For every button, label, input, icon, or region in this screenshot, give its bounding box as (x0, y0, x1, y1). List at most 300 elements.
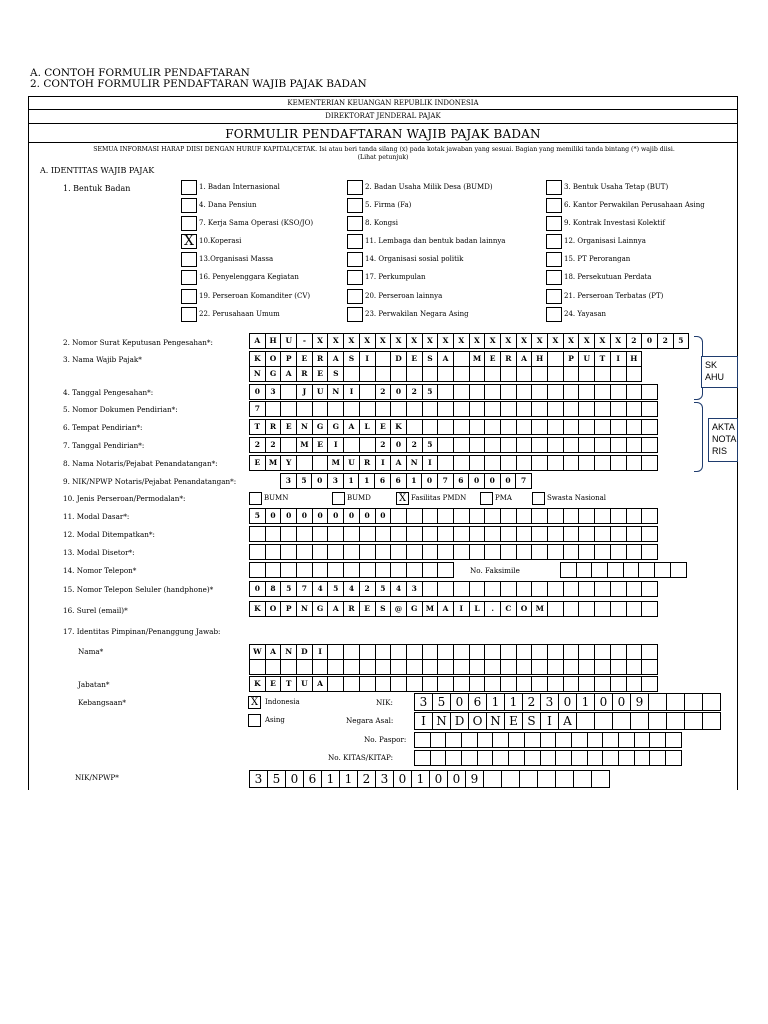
char-cell[interactable]: X (390, 333, 407, 349)
char-cell[interactable] (390, 644, 407, 660)
char-cell[interactable]: 2 (359, 581, 376, 597)
char-cell[interactable] (578, 366, 595, 382)
bentuk-checkbox-15[interactable] (546, 252, 562, 267)
char-cell[interactable] (343, 437, 360, 453)
char-cell[interactable] (626, 508, 643, 524)
char-cell[interactable] (531, 676, 548, 692)
char-cell[interactable]: C (500, 601, 517, 617)
char-cell[interactable] (296, 401, 313, 417)
char-cell[interactable]: X (375, 333, 392, 349)
char-cell[interactable] (626, 526, 643, 542)
char-cell[interactable] (626, 455, 643, 471)
char-cell[interactable] (578, 644, 595, 660)
char-cell[interactable] (437, 544, 454, 560)
char-cell[interactable]: O (516, 601, 533, 617)
char-cell[interactable] (437, 401, 454, 417)
char-cell[interactable]: A (437, 351, 454, 367)
char-cell[interactable]: U (343, 455, 360, 471)
char-cell[interactable] (563, 581, 580, 597)
char-cell[interactable] (547, 526, 564, 542)
char-cell[interactable]: 2 (406, 384, 423, 400)
char-cell[interactable]: 4 (343, 581, 360, 597)
char-cell[interactable]: S (343, 351, 360, 367)
negara-asal-field[interactable] (414, 712, 721, 730)
char-cell[interactable] (641, 676, 658, 692)
char-cell[interactable]: A (516, 351, 533, 367)
char-cell[interactable]: X (422, 333, 439, 349)
char-cell[interactable] (540, 732, 557, 748)
char-cell[interactable] (406, 401, 423, 417)
char-cell[interactable] (618, 732, 635, 748)
char-cell[interactable]: 3 (249, 770, 268, 788)
bentuk-checkbox-7[interactable] (181, 216, 197, 231)
char-cell[interactable] (500, 581, 517, 597)
char-cell[interactable]: K (249, 351, 266, 367)
char-cell[interactable] (500, 455, 517, 471)
char-cell[interactable] (469, 419, 486, 435)
char-cell[interactable]: N (296, 419, 313, 435)
char-cell[interactable]: 3 (327, 473, 344, 489)
char-cell[interactable] (563, 366, 580, 382)
char-cell[interactable]: A (312, 676, 329, 692)
bentuk-checkbox-22[interactable] (181, 307, 197, 322)
char-cell[interactable] (531, 419, 548, 435)
char-cell[interactable] (563, 676, 580, 692)
char-cell[interactable]: X (312, 333, 329, 349)
kebangsaan-asing-checkbox[interactable] (248, 714, 261, 727)
char-cell[interactable] (665, 750, 682, 766)
char-cell[interactable] (343, 526, 360, 542)
nama-wp-field-line1[interactable] (249, 351, 642, 367)
char-cell[interactable]: 7 (515, 473, 532, 489)
bentuk-checkbox-4[interactable] (181, 198, 197, 213)
char-cell[interactable] (587, 750, 604, 766)
char-cell[interactable]: 1 (504, 693, 523, 711)
char-cell[interactable]: 1 (358, 473, 375, 489)
char-cell[interactable]: I (414, 712, 433, 730)
char-cell[interactable]: R (500, 351, 517, 367)
char-cell[interactable] (312, 526, 329, 542)
char-cell[interactable] (437, 581, 454, 597)
char-cell[interactable] (634, 750, 651, 766)
char-cell[interactable] (359, 644, 376, 660)
char-cell[interactable] (469, 455, 486, 471)
char-cell[interactable] (516, 659, 533, 675)
char-cell[interactable]: G (406, 601, 423, 617)
char-cell[interactable] (531, 644, 548, 660)
char-cell[interactable]: 0 (484, 473, 501, 489)
char-cell[interactable]: X (343, 333, 360, 349)
char-cell[interactable]: A (437, 601, 454, 617)
char-cell[interactable] (327, 676, 344, 692)
char-cell[interactable] (469, 366, 486, 382)
char-cell[interactable] (531, 544, 548, 560)
char-cell[interactable]: 6 (303, 770, 322, 788)
char-cell[interactable] (610, 419, 627, 435)
char-cell[interactable]: 0 (393, 770, 412, 788)
char-cell[interactable]: 1 (321, 770, 340, 788)
char-cell[interactable]: 0 (343, 508, 360, 524)
char-cell[interactable]: 1 (406, 473, 423, 489)
char-cell[interactable] (626, 419, 643, 435)
sk-number-field[interactable] (249, 333, 689, 349)
char-cell[interactable] (484, 676, 501, 692)
bentuk-checkbox-2[interactable] (347, 180, 363, 195)
char-cell[interactable] (563, 419, 580, 435)
char-cell[interactable] (500, 366, 517, 382)
char-cell[interactable]: 5 (327, 581, 344, 597)
char-cell[interactable]: 0 (594, 693, 613, 711)
char-cell[interactable] (571, 750, 588, 766)
char-cell[interactable]: 0 (558, 693, 577, 711)
char-cell[interactable]: T (280, 676, 297, 692)
char-cell[interactable] (578, 455, 595, 471)
char-cell[interactable] (618, 750, 635, 766)
char-cell[interactable] (524, 750, 541, 766)
char-cell[interactable]: X (359, 333, 376, 349)
char-cell[interactable]: S (327, 366, 344, 382)
char-cell[interactable] (626, 366, 643, 382)
char-cell[interactable]: X (594, 333, 611, 349)
char-cell[interactable] (422, 508, 439, 524)
char-cell[interactable] (555, 750, 572, 766)
char-cell[interactable]: U (296, 676, 313, 692)
char-cell[interactable]: M (296, 437, 313, 453)
char-cell[interactable] (484, 508, 501, 524)
jenis-checkbox-4[interactable] (480, 492, 493, 505)
char-cell[interactable] (453, 366, 470, 382)
char-cell[interactable] (578, 437, 595, 453)
char-cell[interactable]: K (249, 676, 266, 692)
char-cell[interactable] (280, 526, 297, 542)
char-cell[interactable] (265, 544, 282, 560)
char-cell[interactable]: 0 (280, 508, 297, 524)
char-cell[interactable] (484, 659, 501, 675)
char-cell[interactable]: 5 (267, 770, 286, 788)
char-cell[interactable]: R (343, 601, 360, 617)
char-cell[interactable]: X (610, 333, 627, 349)
char-cell[interactable] (437, 366, 454, 382)
char-cell[interactable] (453, 384, 470, 400)
char-cell[interactable] (484, 644, 501, 660)
char-cell[interactable] (477, 750, 494, 766)
char-cell[interactable] (296, 455, 313, 471)
char-cell[interactable] (453, 659, 470, 675)
bentuk-checkbox-12[interactable] (546, 234, 562, 249)
char-cell[interactable]: X (531, 333, 548, 349)
char-cell[interactable] (626, 601, 643, 617)
char-cell[interactable] (578, 544, 595, 560)
char-cell[interactable] (375, 562, 392, 578)
char-cell[interactable]: 2 (406, 437, 423, 453)
char-cell[interactable]: O (265, 351, 282, 367)
char-cell[interactable]: 0 (429, 770, 448, 788)
char-cell[interactable]: 5 (432, 693, 451, 711)
char-cell[interactable] (343, 676, 360, 692)
char-cell[interactable] (327, 644, 344, 660)
char-cell[interactable] (578, 419, 595, 435)
char-cell[interactable] (610, 601, 627, 617)
char-cell[interactable] (500, 544, 517, 560)
tempat-pendirian-field[interactable] (249, 419, 658, 435)
char-cell[interactable] (469, 437, 486, 453)
char-cell[interactable] (484, 455, 501, 471)
char-cell[interactable]: 0 (249, 581, 266, 597)
char-cell[interactable] (375, 659, 392, 675)
jenis-checkbox-2[interactable] (332, 492, 345, 505)
char-cell[interactable]: E (504, 712, 523, 730)
char-cell[interactable]: @ (390, 601, 407, 617)
char-cell[interactable] (375, 401, 392, 417)
char-cell[interactable] (484, 581, 501, 597)
char-cell[interactable] (626, 676, 643, 692)
char-cell[interactable]: 3 (265, 384, 282, 400)
char-cell[interactable]: 0 (447, 770, 466, 788)
char-cell[interactable] (547, 544, 564, 560)
char-cell[interactable]: R (265, 419, 282, 435)
char-cell[interactable] (602, 750, 619, 766)
char-cell[interactable] (610, 659, 627, 675)
char-cell[interactable] (578, 676, 595, 692)
char-cell[interactable] (531, 384, 548, 400)
char-cell[interactable]: 0 (285, 770, 304, 788)
char-cell[interactable] (547, 419, 564, 435)
char-cell[interactable] (516, 437, 533, 453)
char-cell[interactable] (437, 562, 454, 578)
char-cell[interactable] (626, 384, 643, 400)
char-cell[interactable] (406, 544, 423, 560)
char-cell[interactable]: . (484, 601, 501, 617)
char-cell[interactable]: N (296, 601, 313, 617)
char-cell[interactable]: X (547, 333, 564, 349)
char-cell[interactable]: E (296, 351, 313, 367)
char-cell[interactable] (578, 384, 595, 400)
char-cell[interactable]: 0 (612, 693, 631, 711)
char-cell[interactable] (641, 659, 658, 675)
char-cell[interactable] (563, 659, 580, 675)
bentuk-checkbox-20[interactable] (347, 289, 363, 304)
char-cell[interactable]: R (359, 455, 376, 471)
char-cell[interactable]: 0 (641, 333, 658, 349)
char-cell[interactable] (610, 644, 627, 660)
char-cell[interactable] (638, 562, 655, 578)
nik-npwp-field[interactable] (249, 770, 610, 788)
char-cell[interactable] (626, 437, 643, 453)
bentuk-checkbox-11[interactable] (347, 234, 363, 249)
char-cell[interactable]: I (610, 351, 627, 367)
char-cell[interactable] (343, 366, 360, 382)
char-cell[interactable] (375, 366, 392, 382)
char-cell[interactable] (641, 419, 658, 435)
char-cell[interactable] (422, 526, 439, 542)
char-cell[interactable] (702, 693, 721, 711)
char-cell[interactable] (422, 676, 439, 692)
char-cell[interactable] (508, 732, 525, 748)
nama-wp-field-line2[interactable] (249, 366, 642, 382)
char-cell[interactable] (594, 526, 611, 542)
char-cell[interactable] (641, 581, 658, 597)
char-cell[interactable] (594, 455, 611, 471)
nik-notaris-field[interactable] (280, 473, 532, 489)
char-cell[interactable]: 5 (673, 333, 690, 349)
char-cell[interactable] (519, 770, 538, 788)
notaris-name-field[interactable] (249, 455, 658, 471)
char-cell[interactable] (430, 732, 447, 748)
dok-pendirian-field[interactable] (249, 401, 658, 417)
char-cell[interactable]: 0 (390, 384, 407, 400)
bentuk-checkbox-8[interactable] (347, 216, 363, 231)
char-cell[interactable]: 0 (450, 693, 469, 711)
char-cell[interactable] (610, 676, 627, 692)
char-cell[interactable] (594, 544, 611, 560)
char-cell[interactable]: E (312, 437, 329, 453)
char-cell[interactable] (560, 562, 577, 578)
char-cell[interactable] (445, 750, 462, 766)
char-cell[interactable] (648, 712, 667, 730)
char-cell[interactable]: M (469, 351, 486, 367)
char-cell[interactable] (461, 732, 478, 748)
char-cell[interactable] (578, 508, 595, 524)
char-cell[interactable] (607, 562, 624, 578)
char-cell[interactable] (666, 693, 685, 711)
char-cell[interactable] (630, 712, 649, 730)
char-cell[interactable] (610, 455, 627, 471)
char-cell[interactable] (547, 659, 564, 675)
char-cell[interactable]: X (327, 333, 344, 349)
char-cell[interactable]: I (422, 455, 439, 471)
char-cell[interactable]: G (312, 419, 329, 435)
char-cell[interactable]: M (422, 601, 439, 617)
char-cell[interactable]: P (280, 601, 297, 617)
char-cell[interactable] (648, 693, 667, 711)
char-cell[interactable] (296, 544, 313, 560)
char-cell[interactable]: I (327, 437, 344, 453)
char-cell[interactable] (684, 712, 703, 730)
char-cell[interactable] (359, 437, 376, 453)
char-cell[interactable] (453, 581, 470, 597)
char-cell[interactable] (422, 581, 439, 597)
modal-ditempatkan-field[interactable] (249, 526, 658, 542)
char-cell[interactable] (390, 401, 407, 417)
char-cell[interactable]: 7 (249, 401, 266, 417)
char-cell[interactable] (649, 732, 666, 748)
char-cell[interactable]: 2 (265, 437, 282, 453)
char-cell[interactable] (641, 508, 658, 524)
char-cell[interactable]: G (265, 366, 282, 382)
char-cell[interactable] (484, 437, 501, 453)
char-cell[interactable] (612, 712, 631, 730)
char-cell[interactable] (594, 384, 611, 400)
char-cell[interactable]: 5 (422, 437, 439, 453)
char-cell[interactable]: E (280, 419, 297, 435)
char-cell[interactable]: X (516, 333, 533, 349)
char-cell[interactable] (437, 419, 454, 435)
char-cell[interactable] (422, 419, 439, 435)
char-cell[interactable] (573, 770, 592, 788)
char-cell[interactable] (641, 601, 658, 617)
char-cell[interactable] (623, 562, 640, 578)
char-cell[interactable]: O (265, 601, 282, 617)
char-cell[interactable]: E (406, 351, 423, 367)
char-cell[interactable] (684, 693, 703, 711)
char-cell[interactable] (453, 401, 470, 417)
char-cell[interactable]: 3 (414, 693, 433, 711)
char-cell[interactable]: A (327, 601, 344, 617)
char-cell[interactable] (280, 384, 297, 400)
char-cell[interactable] (453, 455, 470, 471)
char-cell[interactable] (594, 676, 611, 692)
char-cell[interactable]: K (249, 601, 266, 617)
char-cell[interactable]: X (484, 333, 501, 349)
char-cell[interactable] (500, 419, 517, 435)
char-cell[interactable] (654, 562, 671, 578)
char-cell[interactable] (375, 644, 392, 660)
char-cell[interactable] (563, 601, 580, 617)
char-cell[interactable] (249, 562, 266, 578)
jenis-checkbox-3[interactable]: X (396, 492, 409, 505)
char-cell[interactable] (516, 384, 533, 400)
char-cell[interactable] (641, 644, 658, 660)
char-cell[interactable] (563, 455, 580, 471)
char-cell[interactable] (296, 659, 313, 675)
char-cell[interactable] (453, 644, 470, 660)
char-cell[interactable] (563, 544, 580, 560)
char-cell[interactable] (280, 544, 297, 560)
char-cell[interactable]: N (280, 644, 297, 660)
char-cell[interactable] (437, 644, 454, 660)
char-cell[interactable] (641, 526, 658, 542)
char-cell[interactable] (437, 455, 454, 471)
char-cell[interactable] (280, 659, 297, 675)
char-cell[interactable] (516, 508, 533, 524)
char-cell[interactable] (265, 401, 282, 417)
char-cell[interactable] (610, 366, 627, 382)
char-cell[interactable] (280, 562, 297, 578)
char-cell[interactable] (547, 676, 564, 692)
char-cell[interactable] (516, 419, 533, 435)
char-cell[interactable]: S (375, 601, 392, 617)
bentuk-checkbox-19[interactable] (181, 289, 197, 304)
char-cell[interactable]: 2 (249, 437, 266, 453)
char-cell[interactable]: X (406, 333, 423, 349)
char-cell[interactable] (265, 562, 282, 578)
char-cell[interactable] (610, 384, 627, 400)
char-cell[interactable] (516, 366, 533, 382)
char-cell[interactable]: - (296, 333, 313, 349)
char-cell[interactable] (571, 732, 588, 748)
char-cell[interactable] (375, 676, 392, 692)
char-cell[interactable] (359, 384, 376, 400)
modal-disetor-field[interactable] (249, 544, 658, 560)
char-cell[interactable] (563, 526, 580, 542)
char-cell[interactable] (406, 508, 423, 524)
hp-field[interactable] (249, 581, 658, 597)
char-cell[interactable]: 9 (465, 770, 484, 788)
char-cell[interactable] (312, 562, 329, 578)
char-cell[interactable]: 0 (312, 508, 329, 524)
char-cell[interactable]: I (343, 384, 360, 400)
bentuk-checkbox-14[interactable] (347, 252, 363, 267)
char-cell[interactable]: A (327, 351, 344, 367)
char-cell[interactable] (484, 366, 501, 382)
char-cell[interactable] (375, 526, 392, 542)
char-cell[interactable] (591, 770, 610, 788)
char-cell[interactable]: A (280, 366, 297, 382)
char-cell[interactable] (594, 419, 611, 435)
char-cell[interactable] (508, 750, 525, 766)
char-cell[interactable] (249, 659, 266, 675)
char-cell[interactable] (555, 770, 574, 788)
